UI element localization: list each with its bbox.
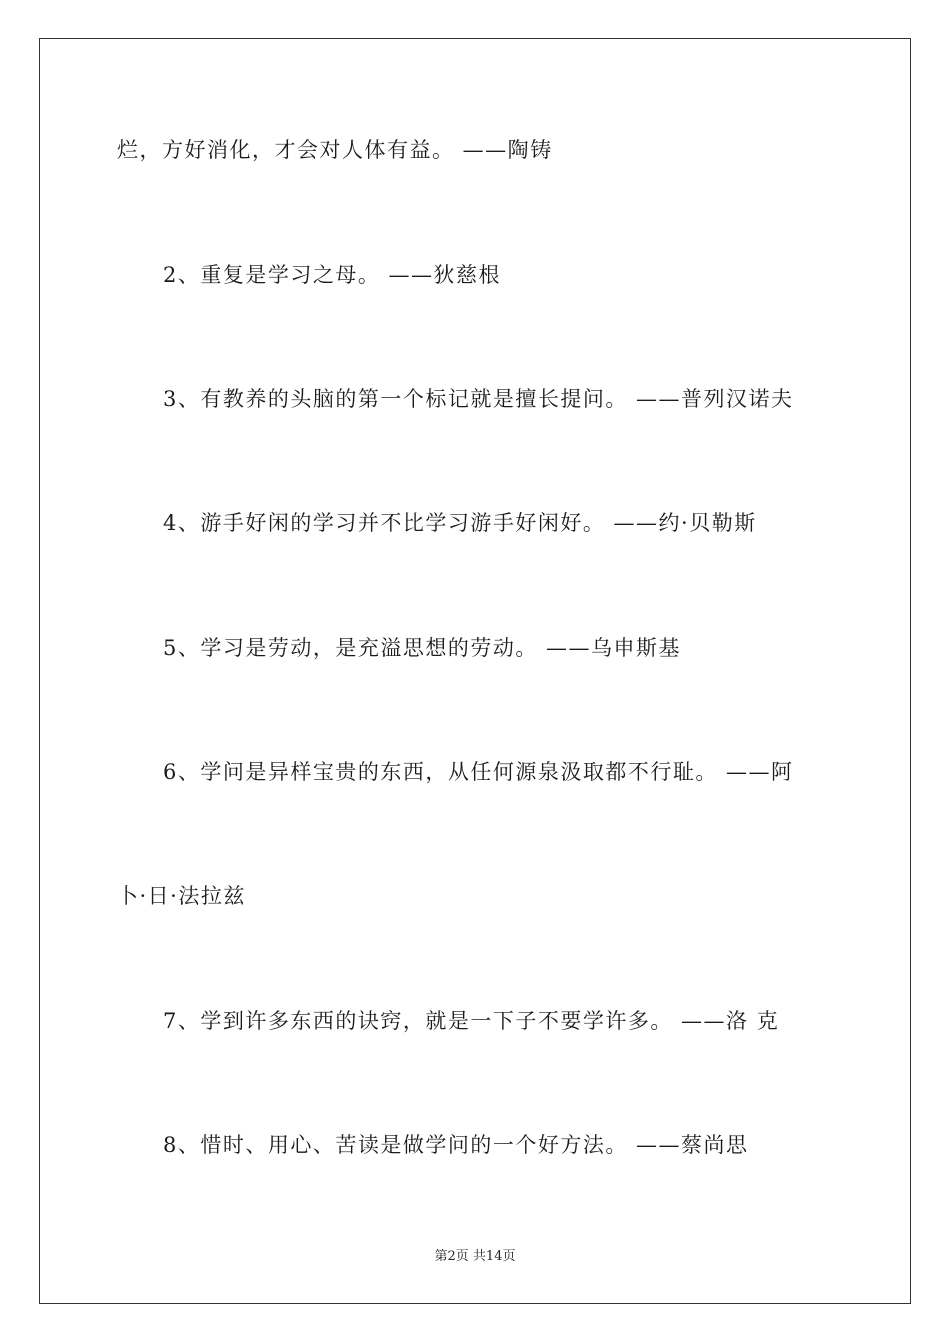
quote-8: 8、惜时、用心、苦读是做学问的一个好方法。 ——蔡尚思: [163, 1133, 749, 1157]
quote-7: 7、学到许多东西的诀窍，就是一下子不要学许多。 ——洛 克: [163, 1009, 780, 1033]
quote-6-continued: 卜·日·法拉兹: [117, 884, 246, 908]
text-line-1: 烂，方好消化，才会对人体有益。 ——陶铸: [117, 138, 553, 162]
quote-5: 5、学习是劳动，是充溢思想的劳动。 ——乌申斯基: [163, 636, 682, 660]
page-footer: 第2页 共14页: [434, 1249, 516, 1264]
page-border: [39, 38, 911, 1304]
quote-3: 3、有教养的头脑的第一个标记就是擅长提问。 ——普列汉诺夫: [163, 387, 794, 411]
quote-2: 2、重复是学习之母。 ——狄慈根: [163, 263, 502, 287]
quote-6: 6、学问是异样宝贵的东西，从任何源泉汲取都不行耻。 ——阿: [163, 760, 794, 784]
quote-4: 4、游手好闲的学习并不比学习游手好闲好。 ——约·贝勒斯: [163, 511, 757, 535]
